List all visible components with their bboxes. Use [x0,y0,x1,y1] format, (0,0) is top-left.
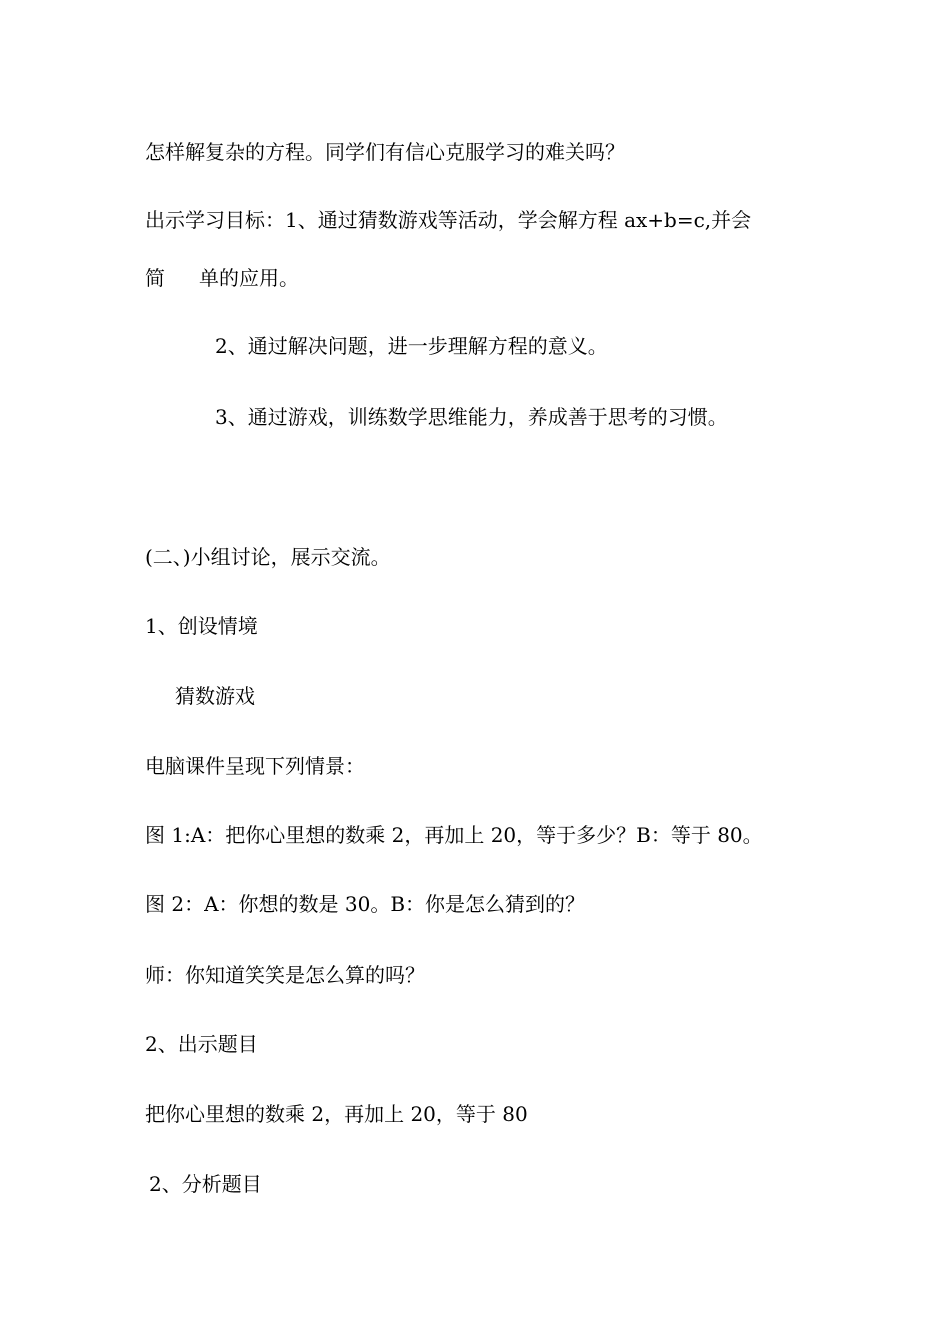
paragraph-computer-scene: 电脑课件呈现下列情景： [145,754,365,778]
goal-continuation-first-char: 简 [145,266,165,290]
paragraph-intro: 怎样解复杂的方程。同学们有信心克服学习的难关吗？ [145,140,625,164]
subheading-show-problem: 2、出示题目 [145,1032,258,1056]
paragraph-goal-3: 3、通过游戏，训练数学思维能力，养成善于思考的习惯。 [215,405,728,429]
paragraph-goal-continuation [145,264,299,292]
section-heading-discussion: (二、)小组讨论，展示交流。 [145,545,391,569]
goal-continuation-rest: 单的应用。 [199,266,299,290]
subheading-create-scenario: 1、创设情境 [145,614,258,638]
paragraph-teacher-question: 师：你知道笑笑是怎么算的吗？ [145,963,425,987]
paragraph-figure-2: 图 2：A：你想的数是 30。B：你是怎么猜到的？ [145,892,586,916]
paragraph-learning-goals: 出示学习目标：1、通过猜数游戏等活动，学会解方程 ax+b=c,并会 [145,208,752,232]
subheading-analyze-problem: 2、分析题目 [149,1172,262,1196]
paragraph-problem-statement: 把你心里想的数乘 2，再加上 20，等于 80 [145,1102,528,1126]
paragraph-guess-game: 猜数游戏 [175,684,255,708]
paragraph-figure-1: 图 1:A：把你心里想的数乘 2，再加上 20，等于多少？B：等于 80。 [145,823,763,847]
paragraph-goal-2: 2、通过解决问题，进一步理解方程的意义。 [215,334,608,358]
